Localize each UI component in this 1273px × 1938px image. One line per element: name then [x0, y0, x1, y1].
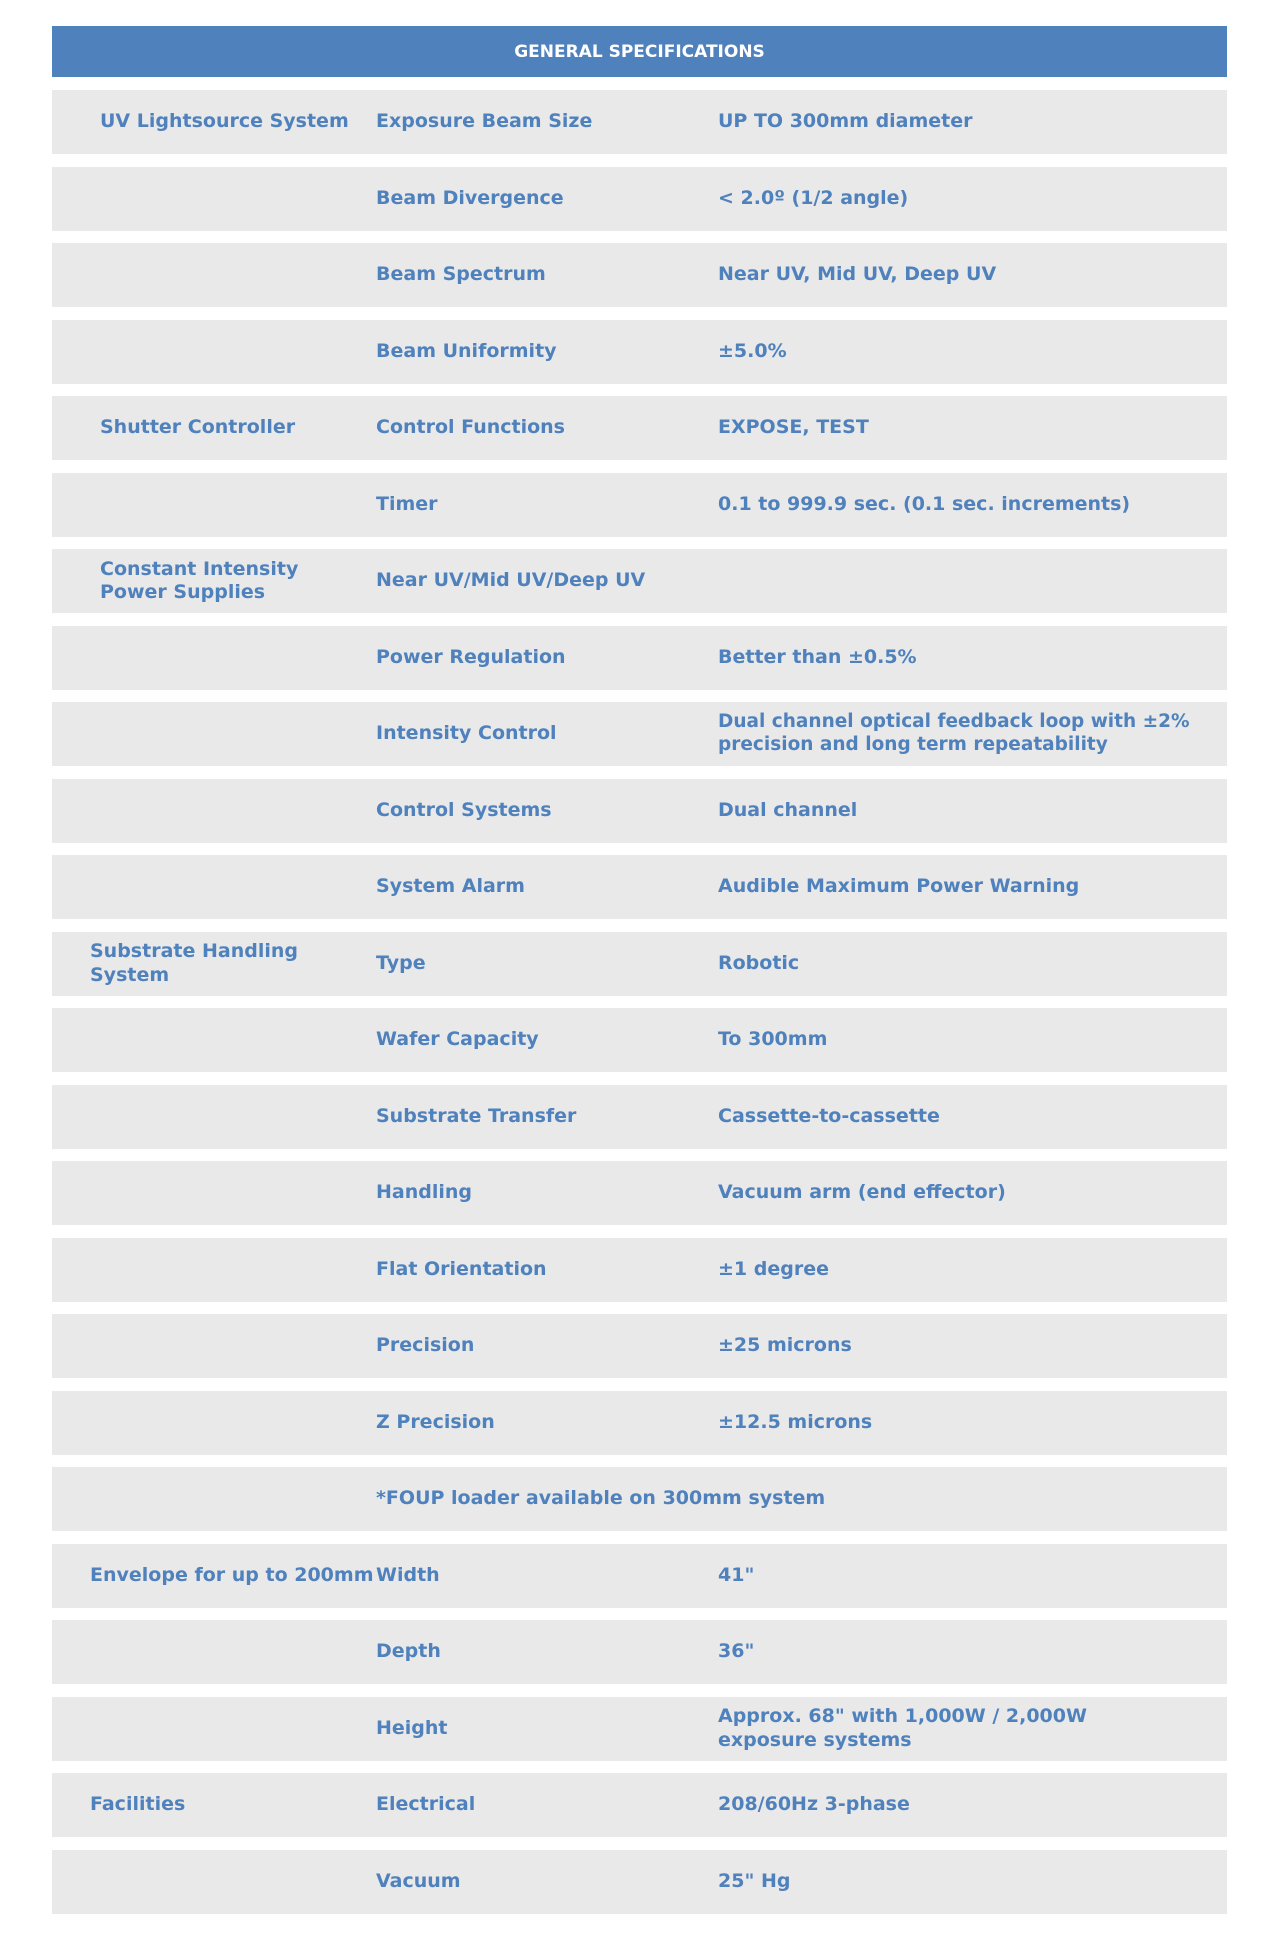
value-cell: Vacuum arm (end effector): [718, 1181, 1006, 1204]
parameter-cell: Handling: [376, 1181, 473, 1204]
parameter-cell: Control Systems: [376, 798, 552, 821]
value-cell: ±12.5 microns: [718, 1410, 873, 1433]
table-row: [52, 1620, 1227, 1684]
category-cell: Constant Intensity Power Supplies: [100, 557, 299, 603]
value-cell: EXPOSE, TEST: [718, 416, 869, 439]
value-cell: Approx. 68" with 1,000W / 2,000W exposure systems: [718, 1705, 1087, 1751]
parameter-cell: Near UV/Mid UV/Deep UV: [376, 569, 646, 592]
value-cell: Dual channel optical feedback loop with ±2% precision and long term repeatability: [718, 711, 1190, 755]
table-row: [52, 1085, 1227, 1149]
footnote-cell: *FOUP loader available on 300mm system: [376, 1487, 826, 1510]
value-cell: Robotic: [718, 951, 800, 974]
parameter-cell: Beam Spectrum: [376, 263, 546, 286]
parameter-cell: Beam Divergence: [376, 186, 564, 209]
value-cell: Audible Maximum Power Warning: [718, 875, 1080, 898]
parameter-cell: Electrical: [376, 1793, 476, 1816]
value-cell: ±1 degree: [718, 1257, 829, 1280]
value-cell: Near UV, Mid UV, Deep UV: [718, 263, 997, 286]
parameter-cell: Depth: [376, 1640, 441, 1663]
value-cell: Better than ±0.5%: [718, 645, 917, 668]
parameter-cell: Wafer Capacity: [376, 1028, 539, 1051]
table-row: [52, 1314, 1227, 1378]
parameter-cell: Beam Uniformity: [376, 339, 557, 362]
category-cell: Shutter Controller: [100, 416, 296, 439]
category-cell: Substrate Handling System: [90, 940, 298, 986]
table-row: [52, 473, 1227, 537]
table-row: [52, 90, 1227, 154]
table-row: [52, 932, 1227, 996]
parameter-cell: Z Precision: [376, 1410, 495, 1433]
table-row: [52, 1850, 1227, 1914]
parameter-cell: Power Regulation: [376, 645, 566, 668]
table-row: [52, 626, 1227, 690]
value-cell: 0.1 to 999.9 sec. (0.1 sec. increments): [718, 492, 1131, 515]
value-cell: 25" Hg: [718, 1869, 791, 1892]
table-row: [52, 779, 1227, 843]
table-row: [52, 320, 1227, 384]
table-row: [52, 243, 1227, 307]
value-cell: To 300mm: [718, 1028, 828, 1051]
value-cell: UP TO 300mm diameter: [718, 110, 973, 133]
table-row: [52, 855, 1227, 919]
parameter-cell: System Alarm: [376, 875, 525, 898]
table-row: [52, 1773, 1227, 1837]
table-row: [52, 396, 1227, 460]
table-title: GENERAL SPECIFICATIONS: [514, 41, 765, 62]
value-cell: 208/60Hz 3-phase: [718, 1793, 910, 1816]
category-cell: Facilities: [90, 1793, 186, 1816]
value-cell: ±25 microns: [718, 1334, 852, 1357]
parameter-cell: Substrate Transfer: [376, 1104, 577, 1127]
parameter-cell: Width: [376, 1563, 440, 1586]
table-row: [52, 1544, 1227, 1608]
value-cell: Dual channel: [718, 798, 858, 821]
table-row: [52, 167, 1227, 231]
category-cell: Envelope for up to 200mm: [90, 1563, 374, 1586]
parameter-cell: Timer: [376, 492, 438, 515]
parameter-cell: Precision: [376, 1334, 475, 1357]
table-header: [52, 26, 1227, 77]
table-row: [52, 549, 1227, 613]
value-cell: 41": [718, 1563, 755, 1586]
value-cell: 36": [718, 1640, 755, 1663]
table-row: [52, 1008, 1227, 1072]
table-row: [52, 1391, 1227, 1455]
table-row: [52, 1238, 1227, 1302]
table-row: [52, 1467, 1227, 1531]
parameter-cell: Control Functions: [376, 416, 565, 439]
table-row: [52, 1161, 1227, 1225]
table-row: [52, 1697, 1227, 1761]
value-cell: < 2.0º (1/2 angle): [718, 186, 909, 209]
specifications-table: [52, 26, 1227, 1926]
category-cell: UV Lightsource System: [100, 110, 349, 133]
table-row: [52, 702, 1227, 766]
value-cell: ±5.0%: [718, 339, 787, 362]
parameter-cell: Intensity Control: [376, 722, 557, 745]
parameter-cell: Vacuum: [376, 1869, 461, 1892]
parameter-cell: Flat Orientation: [376, 1257, 547, 1280]
value-cell: Cassette-to-cassette: [718, 1104, 940, 1127]
parameter-cell: Exposure Beam Size: [376, 110, 593, 133]
parameter-cell: Height: [376, 1716, 448, 1739]
parameter-cell: Type: [376, 951, 426, 974]
